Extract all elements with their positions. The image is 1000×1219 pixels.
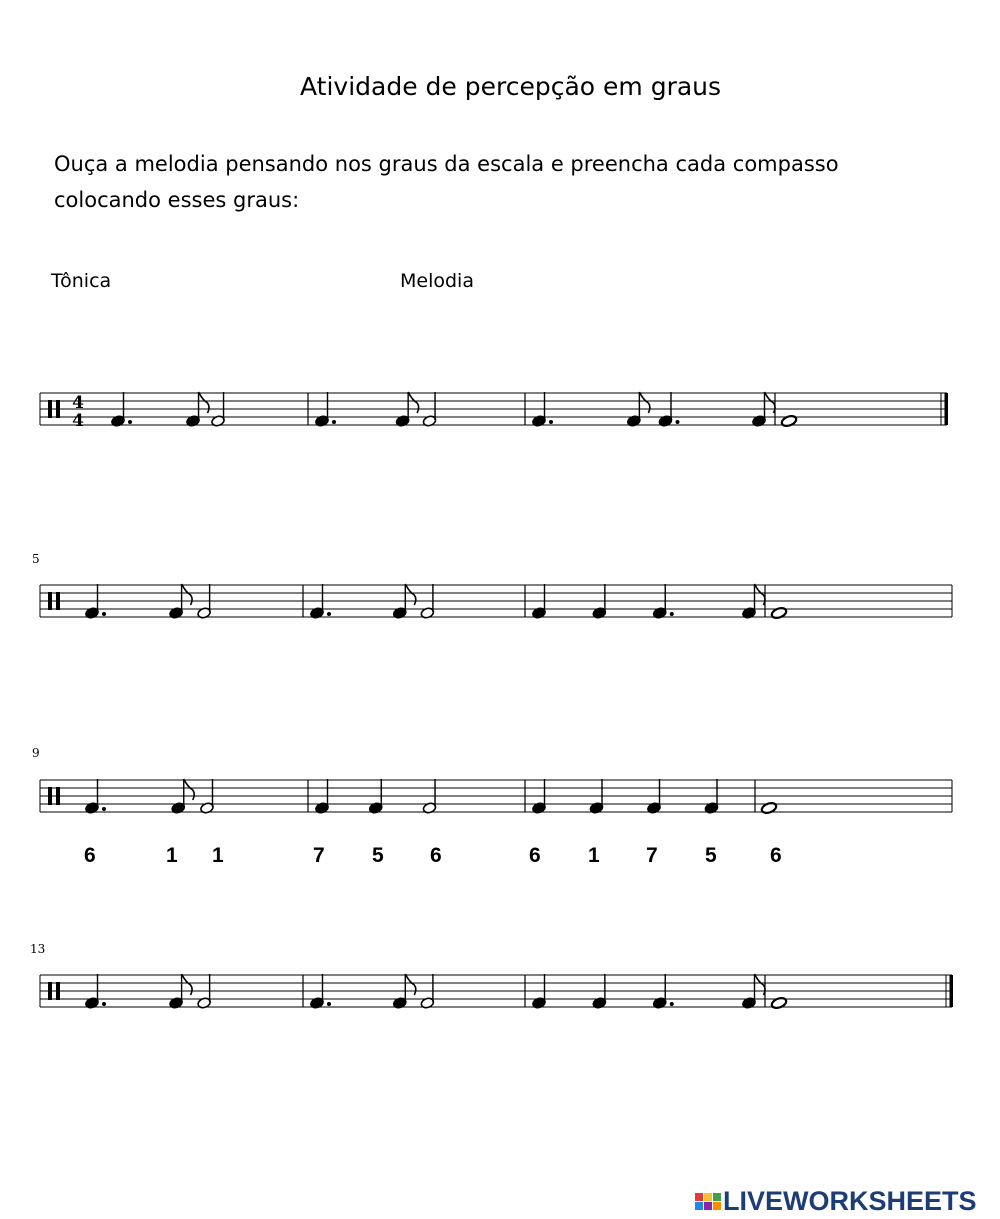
- percussion-clef: [56, 592, 60, 610]
- percussion-clef: [48, 592, 52, 610]
- note-dot: [327, 1002, 331, 1006]
- note-flag: [405, 974, 416, 995]
- measure-number-9: 9: [32, 746, 40, 760]
- music-staff-system-4: [0, 962, 1000, 1042]
- instruction-line-2: colocando esses graus:: [54, 188, 300, 212]
- time-signature-top: 4: [72, 393, 84, 413]
- note-dot: [676, 420, 680, 424]
- tonic-label: Tônica: [51, 270, 112, 292]
- grade-answer: 6: [770, 844, 782, 867]
- final-bar-thick: [945, 393, 949, 425]
- note-dot: [128, 420, 132, 424]
- grade-answer: 5: [705, 844, 717, 867]
- percussion-clef: [48, 982, 52, 1000]
- logo-square: [695, 1202, 703, 1210]
- percussion-clef: [56, 400, 60, 418]
- note-dot: [102, 807, 106, 811]
- grade-answer: 7: [646, 844, 658, 867]
- grade-answer: 7: [313, 844, 325, 867]
- note-flag: [639, 392, 650, 413]
- note-head: [760, 801, 777, 814]
- time-signature-bottom: 4: [72, 411, 84, 431]
- note-dot: [670, 612, 674, 616]
- liveworksheets-logo-icon: [695, 1193, 721, 1210]
- note-head: [770, 996, 787, 1009]
- note-head: [770, 606, 787, 619]
- note-dot: [102, 1002, 106, 1006]
- grade-answer: 1: [212, 844, 224, 867]
- logo-square: [695, 1193, 703, 1201]
- grade-answer: 6: [529, 844, 541, 867]
- percussion-clef: [48, 400, 52, 418]
- music-staff-system-3: [0, 767, 1000, 847]
- grade-answer: 5: [372, 844, 384, 867]
- note-flag: [199, 392, 210, 413]
- logo-square: [704, 1193, 712, 1201]
- melody-label: Melodia: [400, 270, 474, 292]
- liveworksheets-brand-text: LIVEWORKSHEETS: [723, 1185, 977, 1216]
- note-flag: [184, 779, 195, 800]
- note-flag: [408, 392, 419, 413]
- logo-square: [704, 1202, 712, 1210]
- percussion-clef: [48, 787, 52, 805]
- note-flag: [765, 392, 776, 413]
- music-staff-system-2: [0, 572, 1000, 652]
- final-bar-thick: [950, 975, 954, 1007]
- note-flag: [755, 584, 766, 605]
- percussion-clef: [56, 982, 60, 1000]
- note-dot: [327, 612, 331, 616]
- note-flag: [182, 584, 193, 605]
- grade-answer: 1: [588, 844, 600, 867]
- note-flag: [405, 584, 416, 605]
- measure-number-13: 13: [30, 942, 46, 956]
- music-staff-system-1: [0, 380, 1000, 460]
- grade-answer: 6: [430, 844, 442, 867]
- note-head: [780, 414, 797, 427]
- grade-answer: 1: [166, 844, 178, 867]
- note-flag: [182, 974, 193, 995]
- instruction-line-1: Ouça a melodia pensando nos graus da escala e preencha cada compasso: [54, 152, 839, 176]
- measure-number-5: 5: [32, 552, 40, 566]
- note-dot: [332, 420, 336, 424]
- note-flag: [755, 974, 766, 995]
- page-title: Atividade de percepção em graus: [300, 72, 722, 101]
- logo-square: [713, 1202, 721, 1210]
- logo-square: [713, 1193, 721, 1201]
- note-dot: [670, 1002, 674, 1006]
- note-dot: [102, 612, 106, 616]
- grade-answer: 6: [84, 844, 96, 867]
- note-dot: [549, 420, 553, 424]
- percussion-clef: [56, 787, 60, 805]
- liveworksheets-logo[interactable]: [695, 1183, 977, 1219]
